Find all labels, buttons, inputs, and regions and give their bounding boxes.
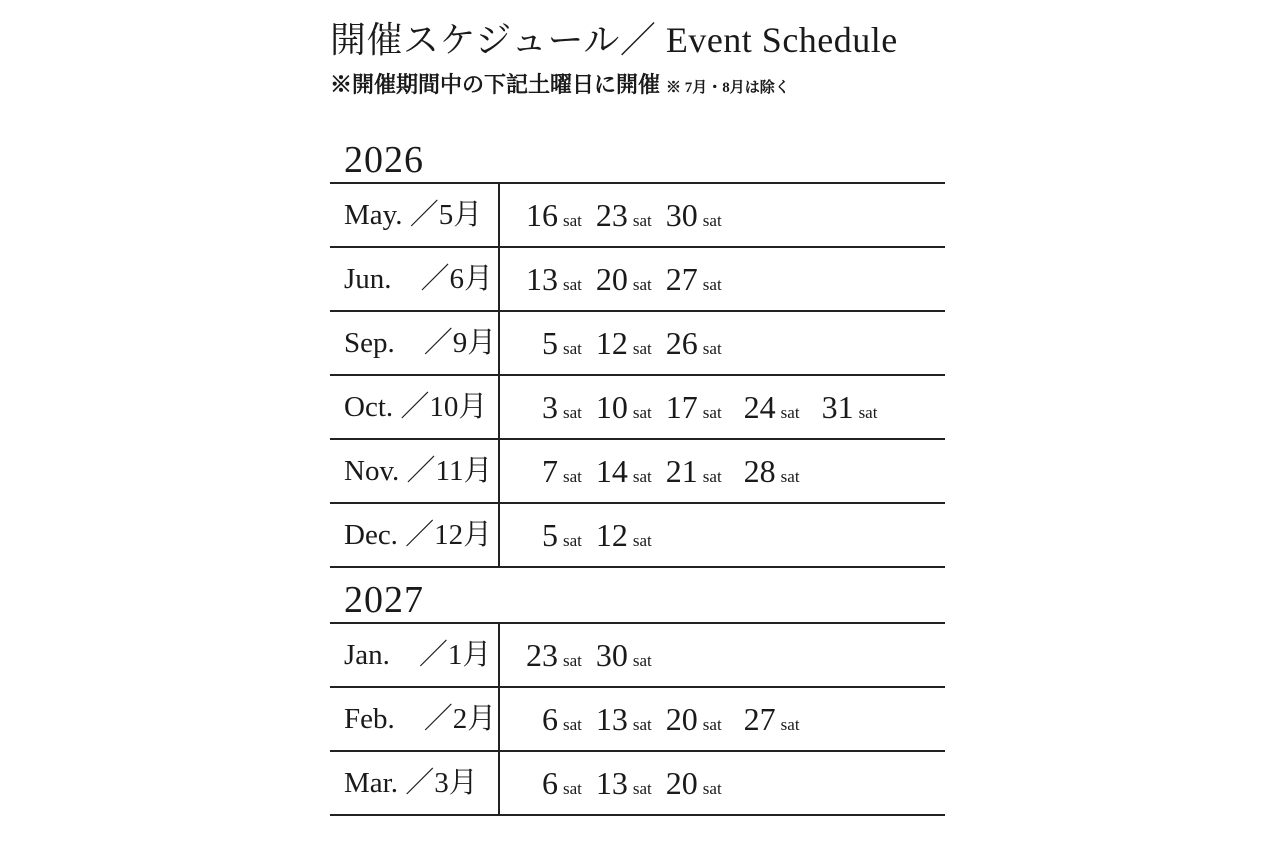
schedule-note	[330, 70, 950, 100]
table-row	[330, 440, 945, 504]
date-item	[518, 325, 588, 362]
table-row	[330, 752, 945, 816]
date-list	[500, 517, 658, 554]
date-weekday: sat	[702, 274, 722, 294]
table-row	[330, 184, 945, 248]
date-weekday: sat	[563, 210, 582, 230]
month-label: Dec. ／12月	[330, 504, 500, 566]
date-item	[658, 197, 728, 234]
date-weekday: sat	[632, 338, 652, 358]
date-weekday: sat	[780, 714, 800, 734]
date-weekday: sat	[632, 650, 652, 670]
date-weekday: sat	[563, 402, 582, 422]
date-list	[500, 389, 891, 426]
date-list	[500, 701, 814, 738]
date-weekday: sat	[780, 466, 800, 486]
date-item	[518, 637, 588, 674]
date-day: 31	[821, 388, 854, 425]
date-item	[736, 701, 814, 738]
date-day: 6	[542, 764, 558, 801]
year-heading: 2027	[344, 579, 424, 621]
date-day: 30	[595, 636, 628, 673]
year-heading: 2026	[344, 139, 424, 181]
date-day: 24	[743, 388, 776, 425]
month-label: Nov. ／11月	[330, 440, 500, 502]
date-day: 17	[665, 388, 698, 425]
date-weekday: sat	[632, 466, 652, 486]
date-day: 10	[595, 388, 628, 425]
date-day: 16	[526, 196, 558, 233]
date-weekday: sat	[702, 210, 722, 230]
date-item	[588, 261, 658, 298]
month-label: May. ／5月	[330, 184, 500, 246]
date-day: 23	[526, 636, 558, 673]
date-item	[658, 453, 736, 490]
table-row	[330, 248, 945, 312]
date-item	[588, 637, 658, 674]
date-weekday: sat	[563, 338, 582, 358]
date-item	[814, 389, 892, 426]
month-label: Jun. ／6月	[330, 248, 500, 310]
date-weekday: sat	[632, 274, 652, 294]
date-weekday: sat	[858, 402, 878, 422]
schedule-note-exclusion: ※ 7月・8月は除く	[666, 80, 790, 96]
date-day: 20	[595, 260, 628, 297]
date-weekday: sat	[632, 210, 652, 230]
date-item	[518, 453, 588, 490]
date-weekday: sat	[563, 650, 582, 670]
date-day: 20	[665, 764, 698, 801]
date-item	[736, 453, 814, 490]
date-list	[500, 637, 658, 674]
month-label: Jan. ／1月	[330, 624, 500, 686]
date-item	[588, 517, 658, 554]
date-item	[518, 765, 588, 802]
date-item	[588, 389, 658, 426]
date-weekday: sat	[563, 466, 582, 486]
date-day: 26	[665, 324, 698, 361]
date-item	[518, 517, 588, 554]
month-label: Feb. ／2月	[330, 688, 500, 750]
date-day: 7	[542, 452, 558, 489]
date-list	[500, 325, 728, 362]
month-label: Oct. ／10月	[330, 376, 500, 438]
date-day: 28	[743, 452, 776, 489]
date-weekday: sat	[702, 466, 722, 486]
date-weekday: sat	[563, 714, 582, 734]
date-day: 5	[542, 516, 558, 553]
schedule-page	[330, 0, 950, 816]
date-day: 14	[595, 452, 628, 489]
page-title: 開催スケジュール／ Event Schedule	[330, 20, 898, 60]
date-weekday: sat	[632, 778, 652, 798]
date-item	[518, 389, 588, 426]
date-item	[518, 261, 588, 298]
date-weekday: sat	[702, 714, 722, 734]
date-item	[588, 701, 658, 738]
date-day: 27	[743, 700, 776, 737]
date-item	[658, 765, 728, 802]
date-weekday: sat	[780, 402, 800, 422]
date-list	[500, 453, 814, 490]
month-label: Sep. ／9月	[330, 312, 500, 374]
date-day: 5	[542, 324, 558, 361]
schedule-years	[330, 138, 950, 816]
table-row	[330, 312, 945, 376]
date-item	[518, 701, 588, 738]
date-weekday: sat	[563, 778, 582, 798]
date-day: 23	[595, 196, 628, 233]
date-item	[588, 453, 658, 490]
date-item	[658, 261, 728, 298]
date-list	[500, 765, 728, 802]
date-list	[500, 197, 728, 234]
date-day: 6	[542, 700, 558, 737]
date-item	[658, 701, 736, 738]
date-weekday: sat	[702, 402, 722, 422]
schedule-note-text: ※開催期間中の下記土曜日に開催	[330, 72, 661, 97]
date-day: 13	[595, 764, 628, 801]
date-day: 12	[595, 324, 628, 361]
date-day: 12	[595, 516, 628, 553]
date-weekday: sat	[632, 714, 652, 734]
table-row	[330, 376, 945, 440]
table-row	[330, 624, 945, 688]
date-day: 30	[665, 196, 698, 233]
date-weekday: sat	[632, 530, 652, 550]
date-item	[518, 197, 588, 234]
date-item	[588, 765, 658, 802]
month-label: Mar. ／3月	[330, 752, 500, 814]
date-day: 21	[665, 452, 698, 489]
schedule-table	[330, 622, 945, 816]
date-day: 3	[542, 388, 558, 425]
date-item	[658, 325, 728, 362]
table-row	[330, 688, 945, 752]
date-weekday: sat	[563, 274, 582, 294]
date-day: 13	[526, 260, 558, 297]
date-weekday: sat	[702, 338, 722, 358]
date-day: 13	[595, 700, 628, 737]
date-day: 20	[665, 700, 698, 737]
date-weekday: sat	[632, 402, 652, 422]
date-weekday: sat	[702, 778, 722, 798]
table-row	[330, 504, 945, 568]
date-item	[736, 389, 814, 426]
schedule-table	[330, 182, 945, 568]
date-item	[588, 325, 658, 362]
date-day: 27	[665, 260, 698, 297]
date-item	[658, 389, 736, 426]
date-list	[500, 261, 728, 298]
date-weekday: sat	[563, 530, 582, 550]
date-item	[588, 197, 658, 234]
